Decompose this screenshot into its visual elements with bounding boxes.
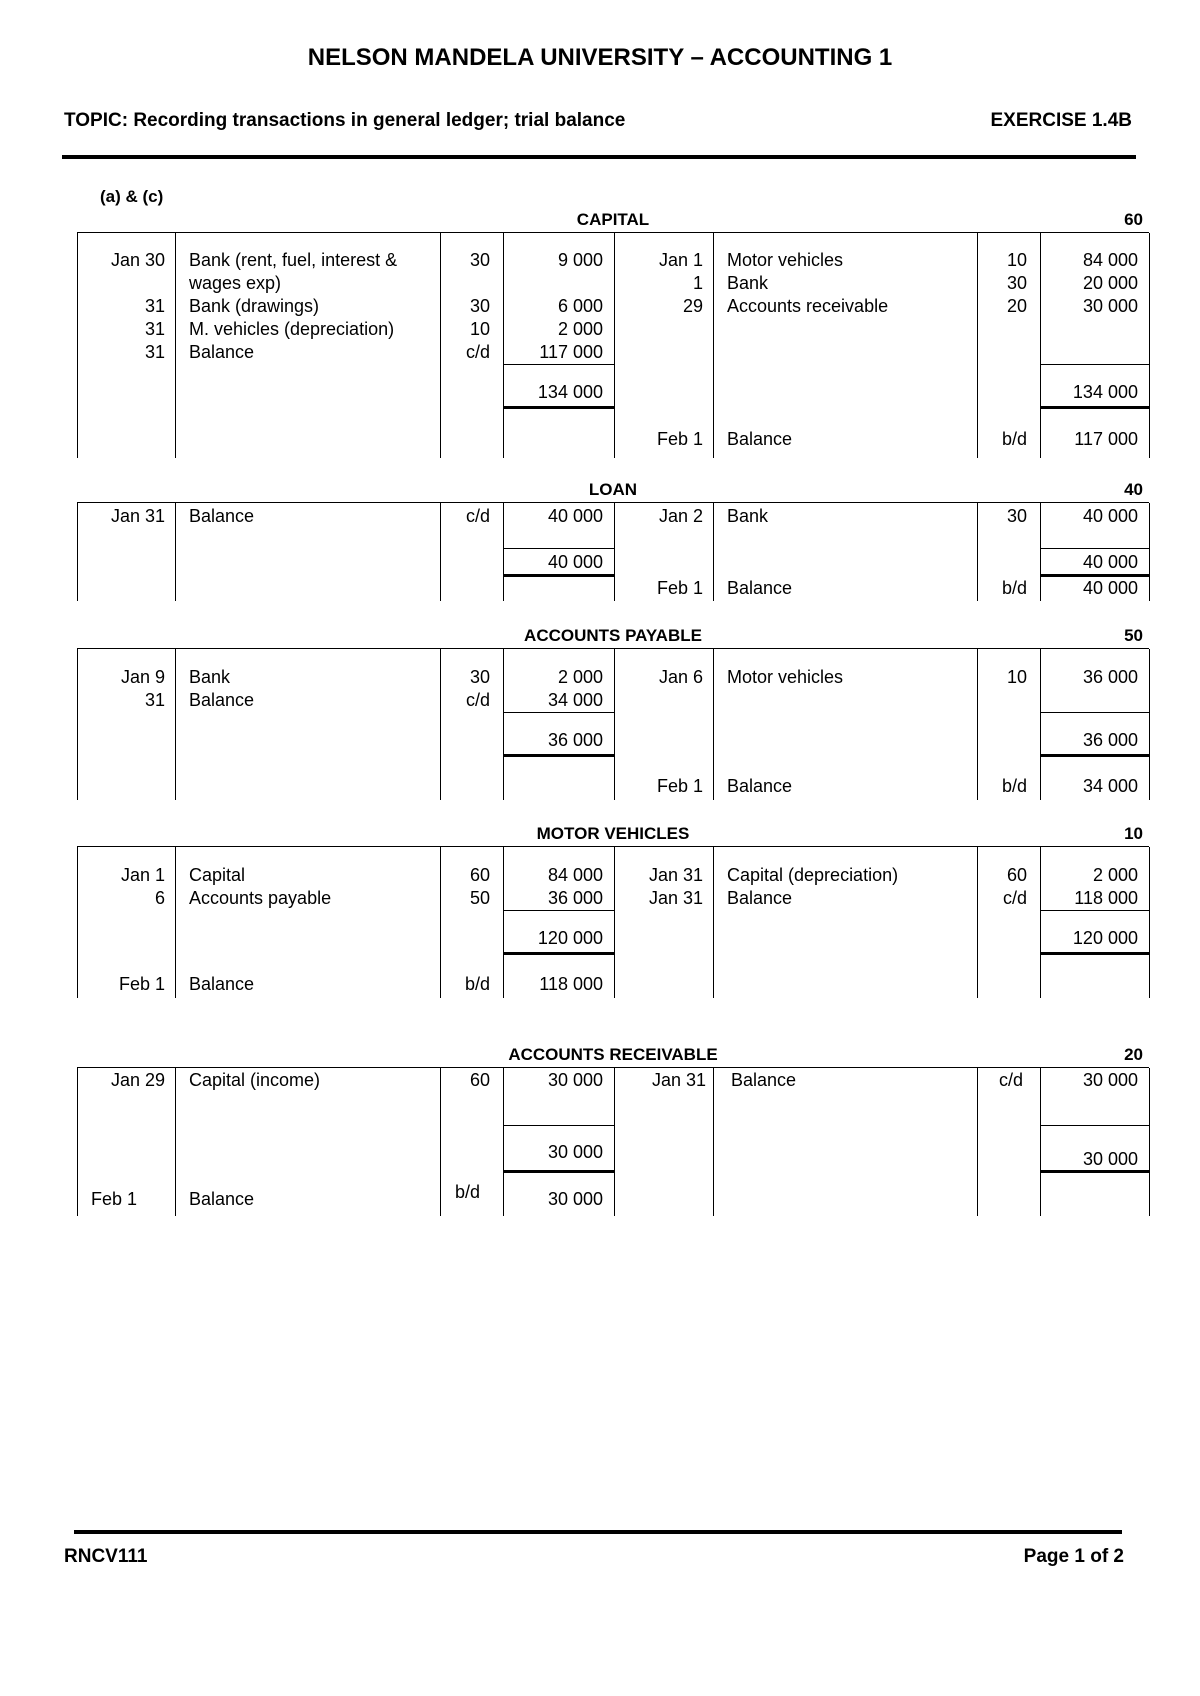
credit-detail: Capital (depreciation) (727, 865, 899, 885)
debit-folio: 50 (469, 888, 490, 908)
debit-amount: 84 000 (547, 865, 603, 885)
debit-detail: Balance (189, 342, 255, 362)
credit-folio: 30 (1006, 506, 1027, 526)
balance-folio: b/d (455, 1182, 481, 1202)
debit-amount: 30 000 (547, 1070, 603, 1090)
credit-date: Jan 6 (658, 667, 703, 687)
balance-date: Feb 1 (91, 1189, 138, 1209)
credit-detail: Balance (731, 1070, 797, 1090)
debit-amount: 36 000 (547, 888, 603, 908)
account-number: 20 (1124, 1045, 1143, 1064)
balance-folio: b/d (1001, 776, 1027, 796)
credit-date: Jan 31 (648, 888, 703, 908)
account-number: 10 (1124, 824, 1143, 843)
balance-amount: 118 000 (539, 974, 603, 994)
debit-folio: c/d (465, 690, 490, 710)
balance-date: Feb 1 (656, 578, 703, 598)
balance-detail: Balance (727, 776, 793, 796)
account-name: ACCOUNTS PAYABLE (524, 626, 702, 645)
debit-total: 30 000 (547, 1142, 603, 1162)
credit-amount: 36 000 (1082, 667, 1138, 687)
credit-detail: Bank (727, 506, 769, 526)
debit-date: 31 (144, 319, 165, 339)
credit-date: Jan 2 (658, 506, 703, 526)
debit-folio: 30 (469, 667, 490, 687)
account-name: CAPITAL (576, 210, 650, 229)
debit-date: Jan 31 (110, 506, 165, 526)
balance-amount: 117 000 (1074, 429, 1138, 449)
credit-amount: 40 000 (1082, 506, 1138, 526)
credit-folio: 60 (1006, 865, 1027, 885)
debit-date: 31 (144, 690, 165, 710)
balance-detail: Balance (727, 429, 793, 449)
part-label: (a) & (c) (100, 187, 164, 206)
topic-line: TOPIC: Recording transactions in general ledger; trial balance (64, 110, 626, 131)
credit-folio: 10 (1006, 250, 1027, 270)
header-divider (62, 155, 1136, 159)
credit-folio: 20 (1006, 296, 1027, 316)
ledger-loan (77, 478, 1149, 600)
credit-amount: 118 000 (1074, 888, 1138, 908)
debit-detail: Capital (income) (189, 1070, 321, 1090)
debit-date: 31 (144, 342, 165, 362)
debit-date: 6 (154, 888, 165, 908)
debit-detail: Bank (drawings) (189, 296, 320, 316)
credit-detail: Motor vehicles (727, 250, 844, 270)
course-code: RNCV111 (64, 1546, 148, 1567)
debit-amount: 9 000 (557, 250, 603, 270)
debit-amount: 117 000 (539, 342, 603, 362)
debit-date: Jan 29 (110, 1070, 165, 1090)
debit-detail: Accounts payable (189, 888, 332, 908)
debit-detail: Capital (189, 865, 246, 885)
ledger-accounts-payable (77, 624, 1149, 799)
credit-folio: 10 (1006, 667, 1027, 687)
debit-total: 134 000 (537, 382, 603, 402)
credit-total: 36 000 (1082, 730, 1138, 750)
debit-date: Jan 30 (110, 250, 165, 270)
credit-folio: c/d (998, 1070, 1023, 1090)
balance-detail: Balance (189, 1189, 255, 1209)
credit-amount: 30 000 (1082, 296, 1138, 316)
account-name: MOTOR VEHICLES (536, 824, 690, 843)
debit-total: 36 000 (547, 730, 603, 750)
credit-detail: Motor vehicles (727, 667, 844, 687)
credit-date: Jan 31 (648, 865, 703, 885)
debit-detail: Balance (189, 506, 255, 526)
credit-folio: c/d (1002, 888, 1027, 908)
ledger-capital (77, 208, 1149, 457)
credit-folio: 30 (1006, 273, 1027, 293)
debit-folio: 60 (469, 865, 490, 885)
balance-amount: 40 000 (1082, 578, 1138, 598)
debit-folio: c/d (465, 342, 490, 362)
credit-detail: Balance (727, 888, 793, 908)
debit-detail: Bank (rent, fuel, interest & (189, 250, 398, 270)
debit-date: 31 (144, 296, 165, 316)
account-name: ACCOUNTS RECEIVABLE (508, 1045, 718, 1064)
exercise-number: EXERCISE 1.4B (990, 110, 1132, 131)
debit-total: 120 000 (537, 928, 603, 948)
debit-date: Jan 9 (120, 667, 165, 687)
ledger-motor-vehicles (77, 822, 1149, 997)
credit-total: 120 000 (1072, 928, 1138, 948)
balance-date: Feb 1 (656, 776, 703, 796)
page-title: NELSON MANDELA UNIVERSITY – ACCOUNTING 1 (307, 44, 893, 71)
credit-date: Jan 1 (658, 250, 703, 270)
debit-detail: Balance (189, 690, 255, 710)
debit-folio: 60 (469, 1070, 490, 1090)
account-number: 50 (1124, 626, 1143, 645)
debit-total: 40 000 (547, 552, 603, 572)
debit-amount: 2 000 (557, 319, 603, 339)
debit-amount: 6 000 (557, 296, 603, 316)
credit-amount: 2 000 (1092, 865, 1138, 885)
balance-amount: 30 000 (547, 1189, 603, 1209)
footer-divider (74, 1530, 1122, 1534)
debit-detail: M. vehicles (depreciation) (189, 319, 395, 339)
credit-date: 29 (682, 296, 703, 316)
balance-detail: Balance (727, 578, 793, 598)
balance-folio: b/d (464, 974, 490, 994)
credit-detail: Bank (727, 273, 769, 293)
debit-detail: Bank (189, 667, 231, 687)
credit-amount: 84 000 (1082, 250, 1138, 270)
debit-amount: 2 000 (557, 667, 603, 687)
credit-date: 1 (692, 273, 703, 293)
balance-amount: 34 000 (1082, 776, 1138, 796)
credit-total: 134 000 (1072, 382, 1138, 402)
debit-folio: c/d (465, 506, 490, 526)
account-number: 60 (1124, 210, 1143, 229)
debit-date: Jan 1 (120, 865, 165, 885)
page-number: Page 1 of 2 (1023, 1546, 1124, 1567)
debit-amount: 34 000 (547, 690, 603, 710)
credit-total: 30 000 (1082, 1149, 1138, 1169)
credit-amount: 20 000 (1082, 273, 1138, 293)
debit-folio: 30 (469, 250, 490, 270)
account-name: LOAN (588, 480, 638, 499)
credit-date: Jan 31 (651, 1070, 706, 1090)
debit-folio: 10 (469, 319, 490, 339)
debit-folio: 30 (469, 296, 490, 316)
ledger-accounts-receivable (77, 1043, 1149, 1215)
debit-amount: 40 000 (547, 506, 603, 526)
credit-amount: 30 000 (1082, 1070, 1138, 1090)
balance-detail: Balance (189, 974, 255, 994)
account-number: 40 (1124, 480, 1143, 499)
balance-folio: b/d (1001, 429, 1027, 449)
balance-date: Feb 1 (656, 429, 703, 449)
balance-folio: b/d (1001, 578, 1027, 598)
credit-detail: Accounts receivable (727, 296, 889, 316)
credit-total: 40 000 (1082, 552, 1138, 572)
debit-detail: wages exp) (189, 273, 282, 293)
balance-date: Feb 1 (118, 974, 165, 994)
